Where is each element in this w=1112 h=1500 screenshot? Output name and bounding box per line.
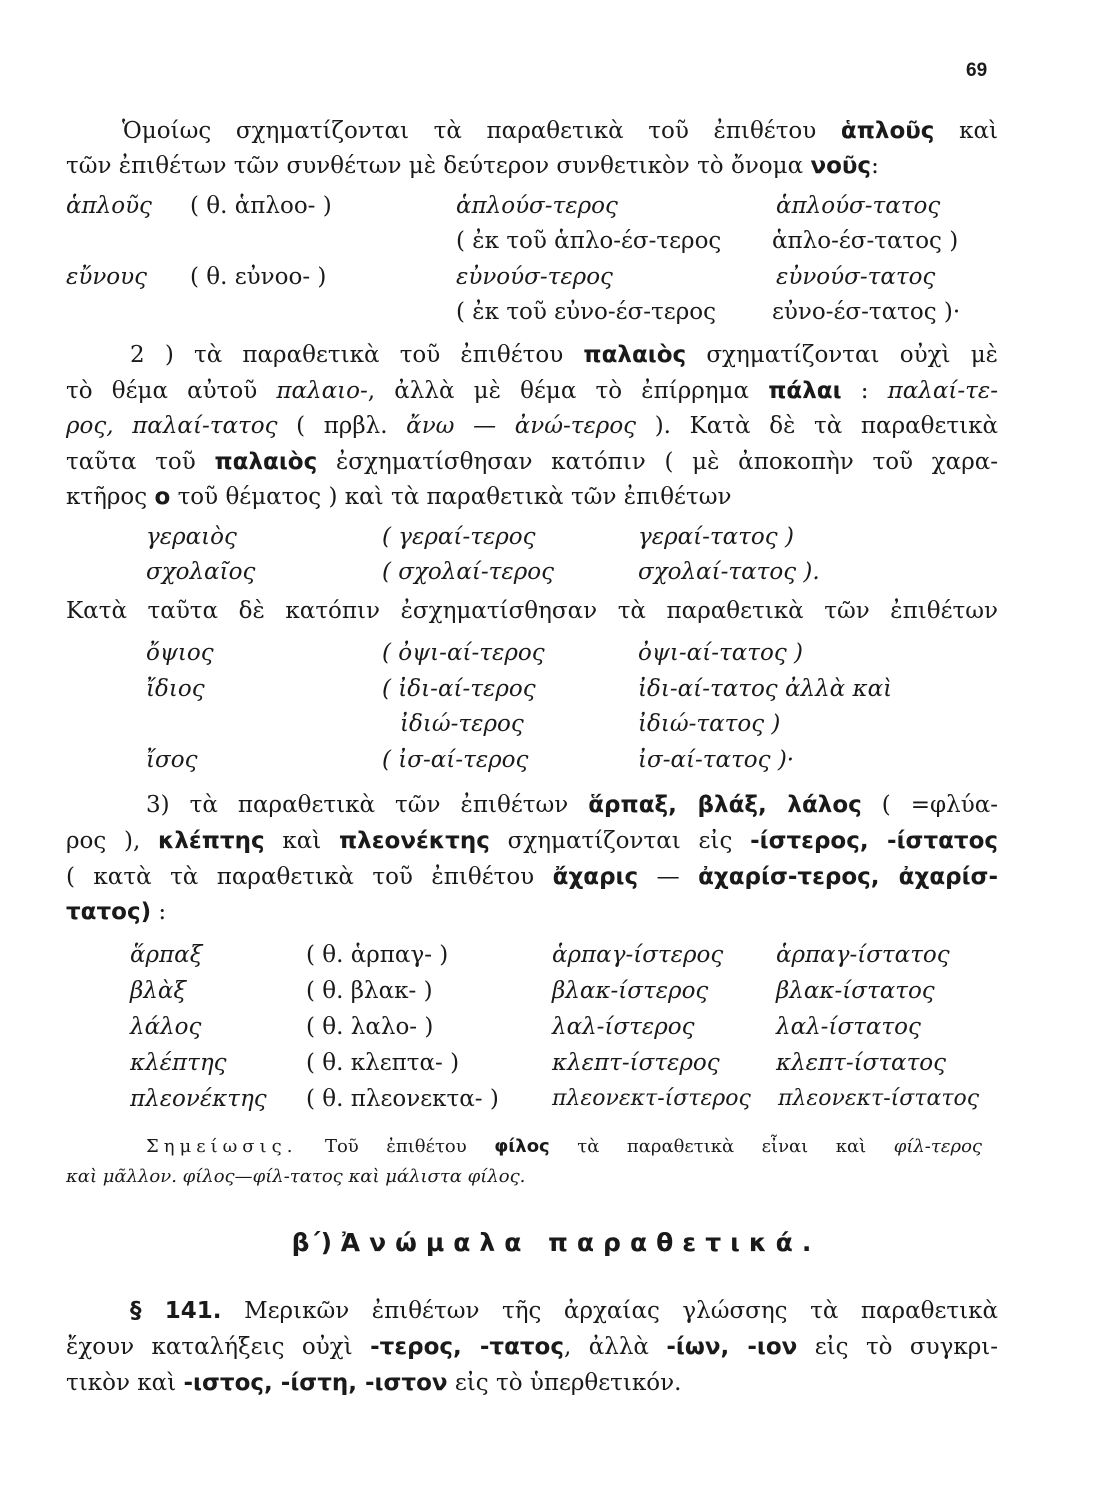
table-superlative: ἁρπαγ-ίστατος bbox=[776, 942, 950, 968]
table-comparative: ( ἐκ τοῦ ἁπλο-έσ-τερος bbox=[456, 228, 722, 254]
table-superlative: λαλ-ίστατος bbox=[776, 1014, 921, 1040]
table-word: κλέπτης bbox=[130, 1050, 227, 1076]
page-number: 69 bbox=[966, 60, 988, 81]
table-superlative: ἰδιώ-τατος ) bbox=[638, 711, 781, 737]
table-comparative: ( γεραί-τερος bbox=[382, 524, 536, 550]
para2-line2: τὸ θέμα αὐτοῦ παλαιο-, ἀλλὰ μὲ θέμα τὸ ἐπίρρημα πάλαι : παλαί-τε- bbox=[66, 378, 999, 404]
table-superlative: ἁπλο-έσ-τατος ) bbox=[772, 228, 959, 254]
table-comparative: ἰδιώ-τερος bbox=[400, 711, 524, 737]
para4-line4: τατος) : bbox=[66, 899, 167, 925]
table-comparative: ( ἰδι-αί-τερος bbox=[382, 676, 536, 702]
table-word: ἅρπαξ bbox=[130, 942, 203, 968]
para2-line3: ρος, παλαί-τατος ( πρβλ. ἄνω — ἀνώ-τερος ). Κατὰ δὲ τὰ παραθετικὰ bbox=[66, 413, 999, 439]
table-superlative: ἁπλούσ-τατος bbox=[776, 193, 941, 219]
table-theme: ( θ. ἁπλοο- ) bbox=[190, 193, 332, 219]
table-comparative: ἁρπαγ-ίστερος bbox=[552, 942, 724, 968]
para1-line2: τῶν ἐπιθέτων τῶν συνθέτων μὲ δεύτερον συνθετικὸν τὸ ὄνομα νοῦς: bbox=[66, 153, 879, 179]
para2-line4: ταῦτα τοῦ παλαιὸς ἐσχηματίσθησαν κατόπιν ( μὲ ἀποκοπὴν τοῦ χαρα- bbox=[66, 449, 999, 475]
para5-line3: τικὸν καὶ -ιστος, -ίστη, -ιστον εἰς τὸ ὑπερθετικόν. bbox=[66, 1370, 682, 1396]
table-comparative: ( ἐκ τοῦ εὐνο-έσ-τερος bbox=[456, 299, 716, 325]
table-comparative: κλεπτ-ίστερος bbox=[552, 1050, 720, 1076]
section-heading: β΄) Ἀνώμαλα παραθετικά. bbox=[291, 1228, 821, 1257]
para4-line1: 3) τὰ παραθετικὰ τῶν ἐπιθέτων ἅρπαξ, βλάξ, λάλος ( =φλύα- bbox=[146, 792, 999, 818]
note-line1: Σημείωσις. Τοῦ ἐπιθέτου φίλος τὰ παραθετικὰ εἶναι καὶ φίλ-τερος bbox=[146, 1136, 982, 1157]
table-superlative: κλεπτ-ίστατος bbox=[776, 1050, 947, 1076]
table-superlative: ὀψι-αί-τατος ) bbox=[638, 640, 803, 666]
table-comparative: βλακ-ίστερος bbox=[552, 978, 709, 1004]
para1-line1: Ὁμοίως σχηματίζονται τὰ παραθετικὰ τοῦ ἐπιθέτου ἁπλοῦς καὶ bbox=[122, 118, 999, 144]
table-superlative: εὐνο-έσ-τατος )· bbox=[772, 299, 961, 325]
table-comparative: ( ὀψι-αί-τερος bbox=[382, 640, 545, 666]
table-superlative: γεραί-τατος ) bbox=[638, 524, 794, 550]
para4-line2: ρος ), κλέπτης καὶ πλεονέκτης σχηματίζονται εἰς -ίστερος, -ίστατος bbox=[66, 828, 999, 854]
table-superlative: σχολαί-τατος ). bbox=[638, 559, 820, 585]
table-word: πλεονέκτης bbox=[130, 1086, 267, 1112]
table-comparative: λαλ-ίστερος bbox=[552, 1014, 695, 1040]
table-word: σχολαῖος bbox=[146, 559, 256, 585]
table-superlative: ἰδι-αί-τατος ἀλλὰ καὶ bbox=[638, 676, 893, 702]
table-superlative: βλακ-ίστατος bbox=[776, 978, 935, 1004]
para3: Κατὰ ταῦτα δὲ κατόπιν ἐσχηματίσθησαν τὰ παραθετικὰ τῶν ἐπιθέτων bbox=[66, 598, 998, 624]
para4-line3: ( κατὰ τὰ παραθετικὰ τοῦ ἐπιθέτου ἄχαρις — ἀχαρίσ-τερος, ἀχαρίσ- bbox=[66, 864, 998, 890]
table-superlative: ἰσ-αί-τατος )· bbox=[638, 747, 795, 773]
table-superlative: πλεονεκτ-ίστατος bbox=[778, 1086, 980, 1111]
table-theme: ( θ. κλεπτα- ) bbox=[306, 1050, 460, 1076]
table-comparative: πλεονεκτ-ίστερος bbox=[552, 1086, 751, 1111]
table-word: ἴσος bbox=[146, 747, 198, 773]
table-theme: ( θ. εὐνοο- ) bbox=[190, 264, 327, 290]
table-theme: ( θ. πλεονεκτα- ) bbox=[306, 1086, 499, 1112]
table-theme: ( θ. ἁρπαγ- ) bbox=[306, 942, 449, 968]
note-line2: καὶ μᾶλλον. φίλος—φίλ-τατος καὶ μάλιστα φίλος. bbox=[66, 1166, 526, 1187]
para2-line5: κτῆρος ο τοῦ θέματος ) καὶ τὰ παραθετικὰ τῶν ἐπιθέτων bbox=[66, 484, 732, 510]
table-comparative: ( σχολαί-τερος bbox=[382, 559, 554, 585]
table-superlative: εὐνούσ-τατος bbox=[776, 264, 936, 290]
table-comparative: εὐνούσ-τερος bbox=[456, 264, 613, 290]
table-comparative: ( ἰσ-αί-τερος bbox=[382, 747, 529, 773]
table-word: ἁπλοῦς bbox=[66, 193, 152, 219]
table-word: εὔνους bbox=[66, 264, 148, 290]
table-word: ὄψιος bbox=[146, 640, 214, 666]
para5-line2: ἔχουν καταλήξεις οὐχὶ -τερος, -τατος, ἀλλὰ -ίων, -ιον εἰς τὸ συγκρι- bbox=[66, 1334, 999, 1360]
table-theme: ( θ. λαλο- ) bbox=[306, 1014, 434, 1040]
para2-line1: 2 ) τὰ παραθετικὰ τοῦ ἐπιθέτου παλαιὸς σχηματίζονται οὐχὶ μὲ bbox=[130, 342, 999, 368]
para5-line1: § 141. Μερικῶν ἐπιθέτων τῆς ἀρχαίας γλώσσης τὰ παραθετικὰ bbox=[130, 1298, 999, 1324]
table-word: βλὰξ bbox=[130, 978, 187, 1004]
table-word: ἴδιος bbox=[146, 676, 205, 702]
table-comparative: ἁπλούσ-τερος bbox=[456, 193, 618, 219]
table-word: γεραιὸς bbox=[146, 524, 237, 550]
table-word: λάλος bbox=[130, 1014, 202, 1040]
table-theme: ( θ. βλακ- ) bbox=[306, 978, 433, 1004]
